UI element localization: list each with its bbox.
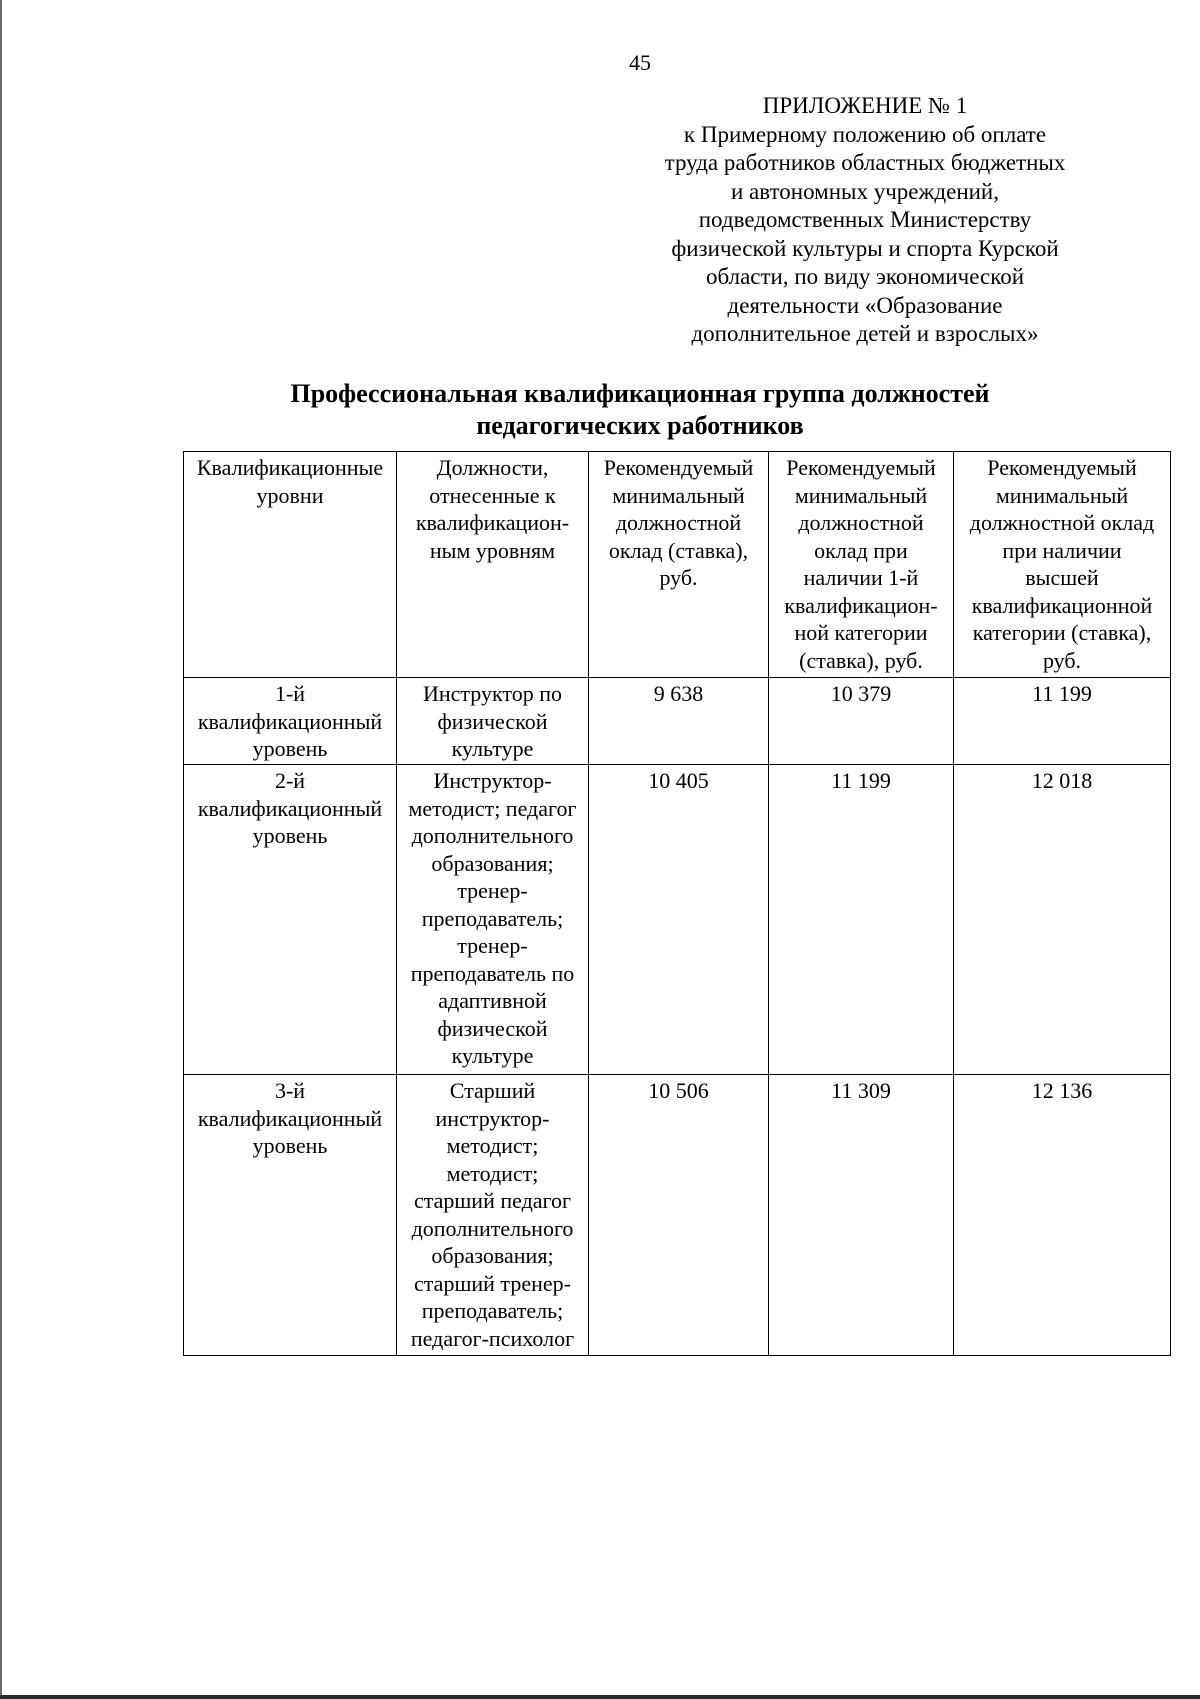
page-number: 45 [629, 50, 651, 75]
appendix-line: труда работников областных бюджетных [664, 150, 1066, 175]
appendix-line: физической культуры и спорта Курской [671, 235, 1059, 261]
cell-first-category-salary: 11 309 [769, 1075, 954, 1356]
scan-edge-left [0, 0, 2, 1699]
cell-level: 1-й квалификационный уровень [184, 678, 397, 765]
cell-highest-category-salary: 12 136 [954, 1075, 1171, 1356]
cell-level: 2-й квалификационный уровень [184, 765, 397, 1075]
appendix-line: и автономных учреждений, [731, 178, 999, 204]
cell-positions: Инструктор по физической культуре [397, 678, 589, 765]
appendix-line: деятельности «Образование [727, 292, 1003, 318]
table-row [184, 678, 1171, 765]
table-header-row [184, 452, 1171, 678]
cell-level: 3-й квалификационный уровень [184, 1075, 397, 1356]
document-title-line-2: педагогических работников [476, 411, 804, 440]
salary-table [183, 451, 1171, 1356]
cell-positions: Инструктор- методист; педагог дополнительного образования; тренер- преподаватель; тренер- преподаватель по адаптивной физической культуре [397, 765, 589, 1075]
appendix-line: подведомственных Министерству [698, 207, 1032, 232]
cell-first-category-salary: 10 379 [769, 678, 954, 765]
table-row [184, 765, 1171, 1075]
header-positions: Должности, отнесенные к квалификацион- ным уровням [397, 452, 589, 678]
header-qualification-levels: Квалификационные уровни [184, 452, 397, 678]
cell-positions: Старший инструктор- методист; методист; старший педагог дополнительного образования; старший тренер- преподаватель; педагог-психолог [397, 1075, 589, 1356]
cell-highest-category-salary: 11 199 [954, 678, 1171, 765]
document-title-line-1: Профессиональная квалификационная группа должностей [290, 379, 990, 408]
appendix-header [600, 92, 1130, 349]
appendix-line: к Примерному положению об оплате [683, 121, 1047, 147]
appendix-line: дополнительное детей и взрослых» [691, 321, 1039, 346]
cell-base-salary: 9 638 [589, 678, 769, 765]
header-highest-category-salary: Рекомендуемый минимальный должностной оклад при наличии высшей квалификационной категории (ставка), руб. [954, 452, 1171, 678]
cell-highest-category-salary: 12 018 [954, 765, 1171, 1075]
cell-base-salary: 10 405 [589, 765, 769, 1075]
appendix-line: области, по виду экономической [705, 264, 1025, 289]
appendix-line: ПРИЛОЖЕНИЕ № 1 [762, 93, 968, 118]
header-first-category-salary: Рекомендуемый минимальный должностной оклад при наличии 1-й квалификацион- ной категории (ставка), руб. [769, 452, 954, 678]
cell-first-category-salary: 11 199 [769, 765, 954, 1075]
document-title [180, 378, 1100, 442]
header-base-salary: Рекомендуемый минимальный должностной оклад (ставка), руб. [589, 452, 769, 678]
scan-edge-bottom [0, 1695, 1200, 1699]
table-row [184, 1075, 1171, 1356]
cell-base-salary: 10 506 [589, 1075, 769, 1356]
